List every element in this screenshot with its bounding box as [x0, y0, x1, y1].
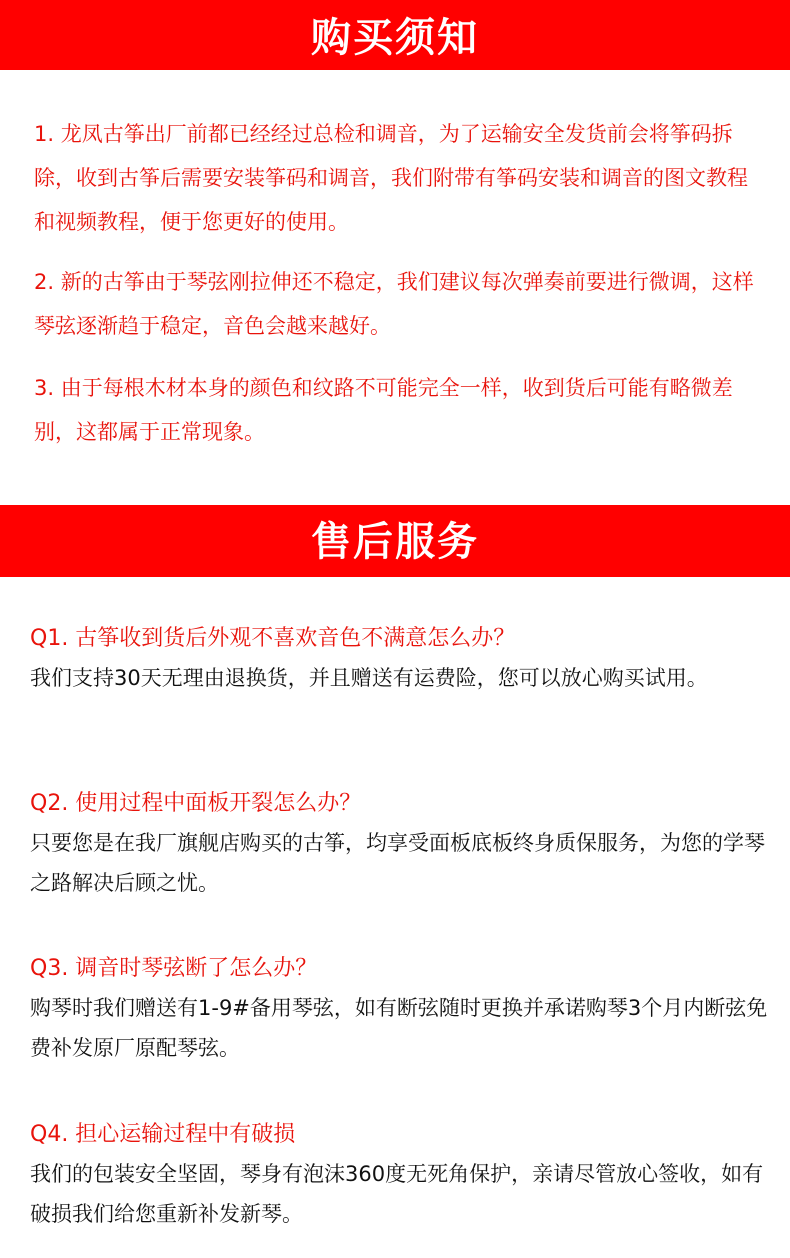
- faq-answer: 购琴时我们赠送有1-9#备用琴弦，如有断弦随时更换并承诺购琴3个月内断弦免费补发原厂原配琴弦。: [30, 996, 768, 1060]
- faq-answer: 只要您是在我厂旗舰店购买的古筝，均享受面板底板终身质保服务，为您的学琴之路解决后顾之忧。: [30, 831, 765, 895]
- purchase-notice-banner: [0, 0, 790, 70]
- faq-item-4: [30, 1116, 770, 1234]
- notice-item-1: 1. 龙凤古筝出厂前都已经经过总检和调音，为了运输安全发货前会将筝码拆除，收到古筝后需要安装筝码和调音，我们附带有筝码安装和调音的图文教程和视频教程，便于您更好的使用。: [34, 122, 748, 234]
- faq-question: Q2. 使用过程中面板开裂怎么办？: [30, 791, 362, 816]
- faq-answer: 我们支持30天无理由退换货，并且赠送有运费险，您可以放心购买试用。: [30, 666, 708, 690]
- notice-item-2: 2. 新的古筝由于琴弦刚拉伸还不稳定，我们建议每次弹奏前要进行微调，这样琴弦逐渐趋于稳定，音色会越来越好。: [34, 270, 754, 338]
- after-sales-title: 售后服务: [311, 519, 479, 565]
- notice-item-3: 3. 由于每根木材本身的颜色和纹路不可能完全一样，收到货后可能有略微差别，这都属于正常现象。: [34, 376, 733, 444]
- faq-item-1: [30, 620, 770, 698]
- faq-item-2: [30, 785, 770, 903]
- after-sales-banner: [0, 505, 790, 577]
- purchase-notice-title: 购买须知: [311, 15, 479, 61]
- faq-item-3: [30, 950, 770, 1068]
- faq-question: Q3. 调音时琴弦断了怎么办？: [30, 956, 318, 981]
- faq-question: Q1. 古筝收到货后外观不喜欢音色不满意怎么办？: [30, 626, 516, 651]
- faq-question: Q4. 担心运输过程中有破损: [30, 1122, 296, 1147]
- faq-answer: 我们的包装安全坚固，琴身有泡沫360度无死角保护，亲请尽管放心签收，如有破损我们给您重新补发新琴。: [30, 1162, 764, 1226]
